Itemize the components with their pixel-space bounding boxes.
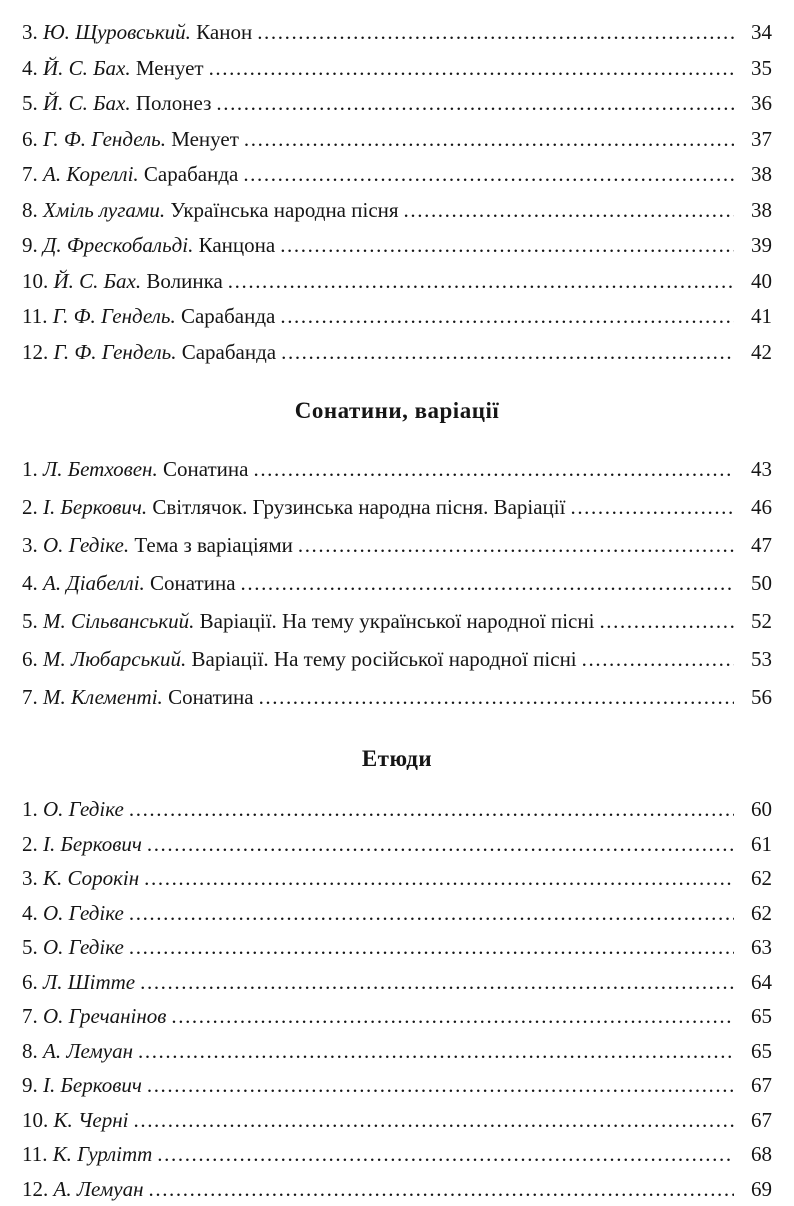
item-number: 7. <box>22 162 38 186</box>
toc-entry-text <box>22 678 254 716</box>
author-name: Д. Фрескобальді. <box>43 233 193 257</box>
work-title: Сонатина <box>163 457 249 481</box>
item-number: 6. <box>22 970 38 994</box>
author-name: А. Кореллі. <box>43 162 139 186</box>
toc-entry-text <box>22 51 204 87</box>
toc-row <box>22 15 772 51</box>
work-title: Українська народна пісня <box>170 198 398 222</box>
dot-leader <box>253 450 734 488</box>
author-name: О. Гедіке <box>43 935 124 959</box>
toc-entry-text <box>22 896 124 931</box>
dot-leader <box>243 157 734 193</box>
toc-entry-text <box>22 564 236 602</box>
toc-entry-text <box>22 827 142 862</box>
page-number: 60 <box>734 792 772 827</box>
work-title: Канцона <box>199 233 276 257</box>
toc-entry-text <box>22 1068 142 1103</box>
dot-leader <box>129 896 734 931</box>
author-name: К. Сорокін <box>43 866 139 890</box>
work-title: Світлячок. Грузинська народна пісня. Варіації <box>152 495 565 519</box>
item-number: 1. <box>22 797 38 821</box>
toc-entry-text <box>22 488 565 526</box>
toc-entry-text <box>22 1172 144 1206</box>
item-number: 5. <box>22 91 38 115</box>
item-number: 10. <box>22 1108 48 1132</box>
dot-leader <box>129 930 734 965</box>
page-number: 50 <box>734 564 772 602</box>
item-number: 4. <box>22 901 38 925</box>
dot-leader <box>209 51 734 87</box>
dot-leader <box>599 602 734 640</box>
page-number: 53 <box>734 640 772 678</box>
item-number: 10. <box>22 269 48 293</box>
work-title: Сонатина <box>168 685 254 709</box>
author-name: Хміль лугами. <box>43 198 165 222</box>
dot-leader <box>129 792 734 827</box>
dot-leader <box>144 861 734 896</box>
author-name: Г. Ф. Гендель. <box>43 127 166 151</box>
toc-row <box>22 999 772 1034</box>
toc-row <box>22 51 772 87</box>
page-number: 41 <box>734 299 772 335</box>
work-title: Сонатина <box>150 571 236 595</box>
author-name: І. Беркович <box>43 832 142 856</box>
author-name: Ю. Щуровський. <box>43 20 191 44</box>
toc-row <box>22 930 772 965</box>
toc-entry-text <box>22 861 139 896</box>
dot-leader <box>149 1172 735 1206</box>
toc-entry-text <box>22 264 223 300</box>
toc-row <box>22 965 772 1000</box>
author-name: О. Гречанінов <box>43 1004 166 1028</box>
toc-entry-text <box>22 15 252 51</box>
author-name: А. Діабеллі. <box>43 571 145 595</box>
dot-leader <box>147 1068 734 1103</box>
item-number: 4. <box>22 571 38 595</box>
section-title: Сонатини, варіації <box>22 396 772 426</box>
author-name: Й. С. Бах. <box>54 269 142 293</box>
toc-entry-text <box>22 122 239 158</box>
page-number: 52 <box>734 602 772 640</box>
author-name: І. Беркович. <box>43 495 147 519</box>
dot-leader <box>241 564 734 602</box>
author-name: М. Сільванський. <box>43 609 194 633</box>
toc-entry-text <box>22 335 276 371</box>
toc-row <box>22 1034 772 1069</box>
page-number: 61 <box>734 827 772 862</box>
toc-row <box>22 1103 772 1138</box>
author-name: А. Лемуан <box>43 1039 133 1063</box>
dot-leader <box>140 965 734 1000</box>
item-number: 12. <box>22 340 48 364</box>
dot-leader <box>157 1137 734 1172</box>
dot-leader <box>228 264 734 300</box>
author-name: Г. Ф. Гендель. <box>53 304 176 328</box>
toc-row <box>22 86 772 122</box>
item-number: 5. <box>22 935 38 959</box>
dot-leader <box>582 640 734 678</box>
toc-entry-text <box>22 1103 129 1138</box>
work-title: Менует <box>136 56 204 80</box>
work-title: Варіації. На тему української народної пісні <box>200 609 595 633</box>
toc-entry-text <box>22 526 293 564</box>
work-title: Канон <box>196 20 252 44</box>
toc-entry-text <box>22 792 124 827</box>
toc-entry-text <box>22 299 275 335</box>
toc-entry-text <box>22 193 399 229</box>
author-name: К. Гурлітт <box>53 1142 153 1166</box>
toc-row <box>22 1068 772 1103</box>
toc-row <box>22 1137 772 1172</box>
author-name: Л. Шітте <box>43 970 135 994</box>
dot-leader <box>244 122 734 158</box>
toc-row <box>22 1172 772 1206</box>
author-name: О. Гедіке <box>43 901 124 925</box>
author-name: Л. Бетховен. <box>43 457 158 481</box>
toc-row <box>22 299 772 335</box>
page-number: 62 <box>734 861 772 896</box>
page-number: 56 <box>734 678 772 716</box>
dot-leader <box>280 299 734 335</box>
dot-leader <box>257 15 734 51</box>
page-number: 62 <box>734 896 772 931</box>
page-number: 68 <box>734 1137 772 1172</box>
toc-row <box>22 827 772 862</box>
toc-entry-text <box>22 602 594 640</box>
work-title: Варіації. На тему російської народної пісні <box>192 647 577 671</box>
section-title: Етюди <box>22 744 772 774</box>
item-number: 11. <box>22 304 47 328</box>
page-number: 67 <box>734 1068 772 1103</box>
item-number: 4. <box>22 56 38 80</box>
toc-entry-text <box>22 640 577 678</box>
item-number: 12. <box>22 1177 48 1201</box>
dot-leader <box>138 1034 734 1069</box>
page-number: 38 <box>734 193 772 229</box>
page-number: 36 <box>734 86 772 122</box>
author-name: І. Беркович <box>43 1073 142 1097</box>
work-title: Сарабанда <box>181 304 275 328</box>
toc-row <box>22 678 772 716</box>
item-number: 6. <box>22 127 38 151</box>
toc-section <box>22 744 772 1206</box>
work-title: Менует <box>171 127 239 151</box>
author-name: О. Гедіке <box>43 797 124 821</box>
author-name: Г. Ф. Гендель. <box>54 340 177 364</box>
page-number: 63 <box>734 930 772 965</box>
author-name: К. Черні <box>54 1108 129 1132</box>
page-number: 47 <box>734 526 772 564</box>
page-number: 67 <box>734 1103 772 1138</box>
toc-row <box>22 157 772 193</box>
page-number: 38 <box>734 157 772 193</box>
page-number: 43 <box>734 450 772 488</box>
item-number: 6. <box>22 647 38 671</box>
toc-row <box>22 564 772 602</box>
toc-section <box>22 15 772 370</box>
toc-row <box>22 602 772 640</box>
dot-leader <box>280 228 734 264</box>
page-number: 37 <box>734 122 772 158</box>
item-number: 2. <box>22 495 38 519</box>
toc-row <box>22 264 772 300</box>
toc-entry-text <box>22 1034 133 1069</box>
toc-entry-text <box>22 157 238 193</box>
page-number: 35 <box>734 51 772 87</box>
page-number: 69 <box>734 1172 772 1206</box>
toc-entry-text <box>22 86 211 122</box>
dot-leader <box>259 678 734 716</box>
author-name: А. Лемуан <box>54 1177 144 1201</box>
work-title: Волинка <box>146 269 222 293</box>
dot-leader <box>570 488 734 526</box>
toc-entry-text <box>22 450 248 488</box>
page-number: 34 <box>734 15 772 51</box>
dot-leader <box>147 827 734 862</box>
toc-row <box>22 450 772 488</box>
item-number: 3. <box>22 866 38 890</box>
item-number: 2. <box>22 832 38 856</box>
toc-row <box>22 792 772 827</box>
toc-entry-text <box>22 1137 152 1172</box>
toc-entry-text <box>22 930 124 965</box>
toc-entry-text <box>22 999 166 1034</box>
page-number: 46 <box>734 488 772 526</box>
item-number: 9. <box>22 1073 38 1097</box>
dot-leader <box>404 193 734 229</box>
item-number: 9. <box>22 233 38 257</box>
work-title: Сарабанда <box>144 162 238 186</box>
item-number: 7. <box>22 1004 38 1028</box>
toc-row <box>22 861 772 896</box>
author-name: Й. С. Бах. <box>43 56 131 80</box>
toc-row <box>22 193 772 229</box>
toc-row <box>22 228 772 264</box>
author-name: Й. С. Бах. <box>43 91 131 115</box>
toc-section <box>22 396 772 716</box>
dot-leader <box>134 1103 735 1138</box>
work-title: Полонез <box>136 91 211 115</box>
item-number: 8. <box>22 198 38 222</box>
item-number: 3. <box>22 533 38 557</box>
toc-row <box>22 640 772 678</box>
toc-entry-text <box>22 228 275 264</box>
author-name: М. Клементі. <box>43 685 163 709</box>
toc-row <box>22 896 772 931</box>
dot-leader <box>171 999 734 1034</box>
page-number: 40 <box>734 264 772 300</box>
work-title: Сарабанда <box>182 340 276 364</box>
item-number: 3. <box>22 20 38 44</box>
item-number: 1. <box>22 457 38 481</box>
page-number: 65 <box>734 999 772 1034</box>
item-number: 11. <box>22 1142 47 1166</box>
item-number: 5. <box>22 609 38 633</box>
toc-entry-text <box>22 965 135 1000</box>
author-name: О. Гедіке. <box>43 533 129 557</box>
toc-row <box>22 526 772 564</box>
page-number: 42 <box>734 335 772 371</box>
author-name: М. Любарський. <box>43 647 186 671</box>
page-number: 39 <box>734 228 772 264</box>
toc-row <box>22 122 772 158</box>
dot-leader <box>281 335 734 371</box>
toc-row <box>22 488 772 526</box>
toc-row <box>22 335 772 371</box>
dot-leader <box>216 86 734 122</box>
item-number: 7. <box>22 685 38 709</box>
page-number: 64 <box>734 965 772 1000</box>
page-number: 65 <box>734 1034 772 1069</box>
work-title: Тема з варіаціями <box>134 533 292 557</box>
item-number: 8. <box>22 1039 38 1063</box>
dot-leader <box>298 526 734 564</box>
